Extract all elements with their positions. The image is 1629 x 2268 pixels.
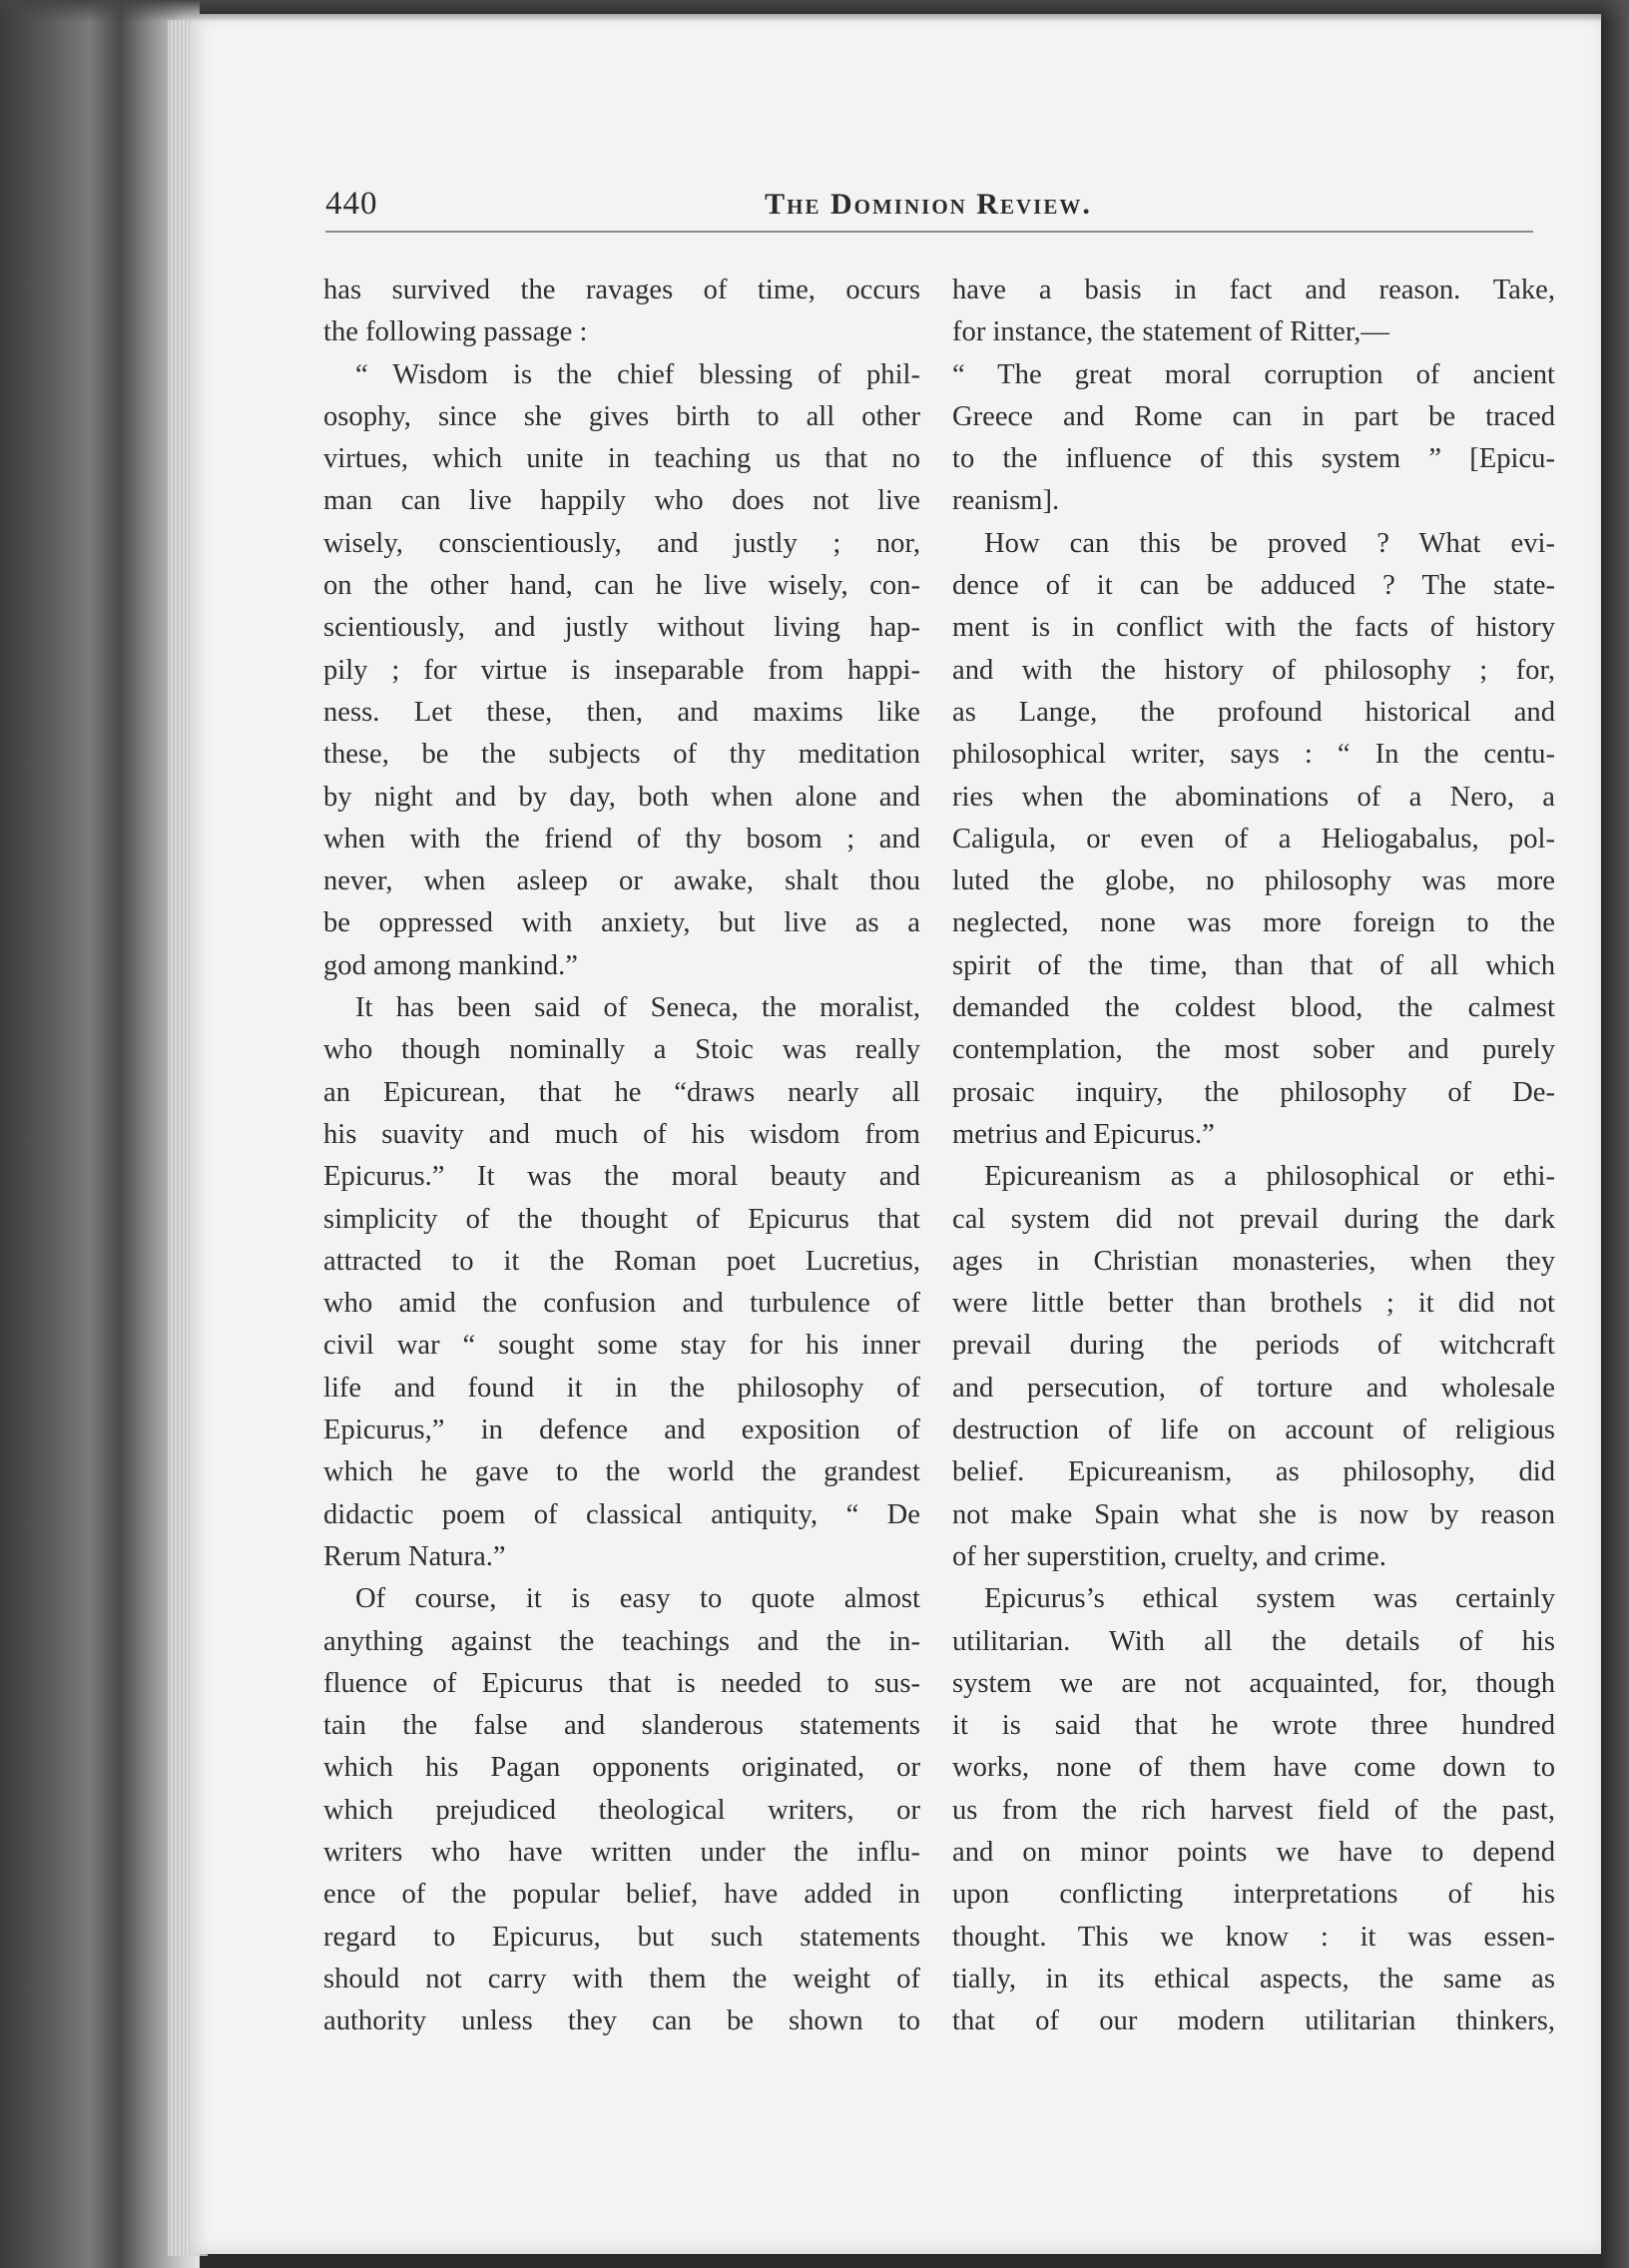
text-line: which he gave to the world the grandest xyxy=(323,1456,920,1488)
text-line: metrius and Epicurus.” xyxy=(952,1118,1215,1150)
text-line: ness. Let these, then, and maxims like xyxy=(323,696,920,728)
text-line: regard to Epicurus, but such statements xyxy=(323,1921,920,1953)
text-line: who though nominally a Stoic was really xyxy=(323,1034,920,1066)
text-line: which prejudiced theological writers, or xyxy=(323,1794,920,1826)
text-line: it is said that he wrote three hundred xyxy=(952,1710,1555,1742)
top-shadow xyxy=(0,0,1629,22)
text-line: scientiously, and justly without living hap- xyxy=(323,612,920,644)
text-line: Epicurus.” It was the moral beauty and xyxy=(323,1161,920,1193)
text-line: Caligula, or even of a Heliogabalus, pol- xyxy=(952,823,1555,854)
text-line: prevail during the periods of witchcraft xyxy=(952,1330,1555,1362)
text-line: have a basis in fact and reason. Take, xyxy=(952,275,1555,305)
text-line: system we are not acquainted, for, though xyxy=(952,1667,1555,1699)
text-line: Epicurus’s ethical system was certainly xyxy=(984,1583,1555,1615)
text-line: prosaic inquiry, the philosophy of De- xyxy=(952,1076,1555,1108)
text-line: not make Spain what she is now by reason xyxy=(952,1498,1555,1530)
text-line: ment is in conflict with the facts of history xyxy=(952,612,1555,644)
text-line: Greece and Rome can in part be traced xyxy=(952,400,1555,432)
text-line: osophy, since she gives birth to all other xyxy=(323,400,920,432)
text-line: that of our modern utilitarian thinkers, xyxy=(952,2005,1555,2037)
text-line: has survived the ravages of time, occurs xyxy=(323,275,920,305)
text-line: these, be the subjects of thy meditation xyxy=(323,739,920,771)
text-line: when with the friend of thy bosom ; and xyxy=(323,823,920,854)
text-line: simplicity of the thought of Epicurus that xyxy=(323,1203,920,1235)
text-line: for instance, the statement of Ritter,— xyxy=(952,316,1389,348)
text-line: Of course, it is easy to quote almost xyxy=(355,1583,920,1615)
text-line: us from the rich harvest field of the past, xyxy=(952,1794,1555,1826)
page-number: 440 xyxy=(325,186,378,222)
text-line: luted the globe, no philosophy was more xyxy=(952,865,1555,897)
text-line: How can this be proved ? What evi- xyxy=(984,527,1555,559)
text-line: by night and by day, both when alone and xyxy=(323,781,920,813)
text-line: dence of it can be adduced ? The state- xyxy=(952,570,1555,602)
text-line: an Epicurean, that he “draws nearly all xyxy=(323,1076,920,1108)
text-line: never, when asleep or awake, shalt thou xyxy=(323,865,920,897)
text-line: “ Wisdom is the chief blessing of phil- xyxy=(355,358,920,390)
text-line: ence of the popular belief, have added in xyxy=(323,1879,920,1911)
text-line: to the influence of this system ” [Epicu- xyxy=(952,443,1555,475)
text-line: ages in Christian monasteries, when they xyxy=(952,1245,1555,1277)
text-line: who amid the confusion and turbulence of xyxy=(323,1288,920,1320)
text-line: the following passage : xyxy=(323,316,588,348)
text-line: didactic poem of classical antiquity, “ De xyxy=(323,1498,920,1530)
text-line: should not carry with them the weight of xyxy=(323,1963,920,1994)
text-line: and on minor points we have to depend xyxy=(952,1836,1555,1868)
text-line: It has been said of Seneca, the moralist, xyxy=(355,992,920,1024)
text-line: life and found it in the philosophy of xyxy=(323,1372,920,1404)
text-line: ries when the abominations of a Nero, a xyxy=(952,781,1555,813)
left-column xyxy=(323,270,920,2042)
text-line: tain the false and slanderous statements xyxy=(323,1710,920,1742)
text-line: man can live happily who does not live xyxy=(323,485,920,517)
text-line: tially, in its ethical aspects, the same as xyxy=(952,1963,1555,1994)
text-line: writers who have written under the influ- xyxy=(323,1836,920,1868)
text-line: be oppressed with anxiety, but live as a xyxy=(323,907,920,939)
text-line: Rerum Natura.” xyxy=(323,1540,506,1572)
text-line: upon conflicting interpretations of his xyxy=(952,1879,1555,1911)
text-line: as Lange, the profound historical and xyxy=(952,696,1555,728)
text-line: Epicureanism as a philosophical or ethi- xyxy=(984,1161,1555,1193)
text-line: virtues, which unite in teaching us that no xyxy=(323,443,920,475)
text-line: which his Pagan opponents originated, or xyxy=(323,1752,920,1784)
running-header xyxy=(325,180,1531,230)
text-line: neglected, none was more foreign to the xyxy=(952,907,1555,939)
right-shadow xyxy=(1601,0,1629,2268)
text-line: thought. This we know : it was essen- xyxy=(952,1921,1555,1953)
text-line: belief. Epicureanism, as philosophy, did xyxy=(952,1456,1555,1488)
text-line: spirit of the time, than that of all which xyxy=(952,949,1555,981)
text-line: and persecution, of torture and wholesale xyxy=(952,1372,1555,1404)
text-line: and with the history of philosophy ; for, xyxy=(952,654,1555,686)
text-line: cal system did not prevail during the dark xyxy=(952,1203,1555,1235)
text-line: his suavity and much of his wisdom from xyxy=(323,1118,920,1150)
text-line: works, none of them have come down to xyxy=(952,1752,1555,1784)
text-line: authority unless they can be shown to xyxy=(323,2005,920,2037)
text-line: were little better than brothels ; it did not xyxy=(952,1288,1555,1320)
text-line: pily ; for virtue is inseparable from happi- xyxy=(323,654,920,686)
header-rule xyxy=(325,231,1533,233)
text-line: destruction of life on account of religious xyxy=(952,1415,1555,1446)
text-line: civil war “ sought some stay for his inner xyxy=(323,1330,920,1362)
text-line: utilitarian. With all the details of his xyxy=(952,1625,1555,1657)
text-line: anything against the teachings and the in- xyxy=(323,1625,920,1657)
text-line: attracted to it the Roman poet Lucretius, xyxy=(323,1245,920,1277)
text-line: reanism]. xyxy=(952,485,1060,517)
text-line: wisely, conscientiously, and justly ; nor, xyxy=(323,527,920,559)
running-title: The Dominion Review. xyxy=(765,188,1092,221)
text-line: philosophical writer, says : “ In the centu- xyxy=(952,739,1555,771)
text-line: demanded the coldest blood, the calmest xyxy=(952,992,1555,1024)
text-line: “ The great moral corruption of ancient xyxy=(952,358,1555,390)
text-line: Epicurus,” in defence and exposition of xyxy=(323,1415,920,1446)
text-line: of her superstition, cruelty, and crime. xyxy=(952,1540,1386,1572)
text-line: fluence of Epicurus that is needed to sus- xyxy=(323,1667,920,1699)
right-column xyxy=(952,270,1555,2042)
text-line: on the other hand, can he live wisely, con- xyxy=(323,570,920,602)
text-line: contemplation, the most sober and purely xyxy=(952,1034,1555,1066)
text-line: god among mankind.” xyxy=(323,949,578,981)
